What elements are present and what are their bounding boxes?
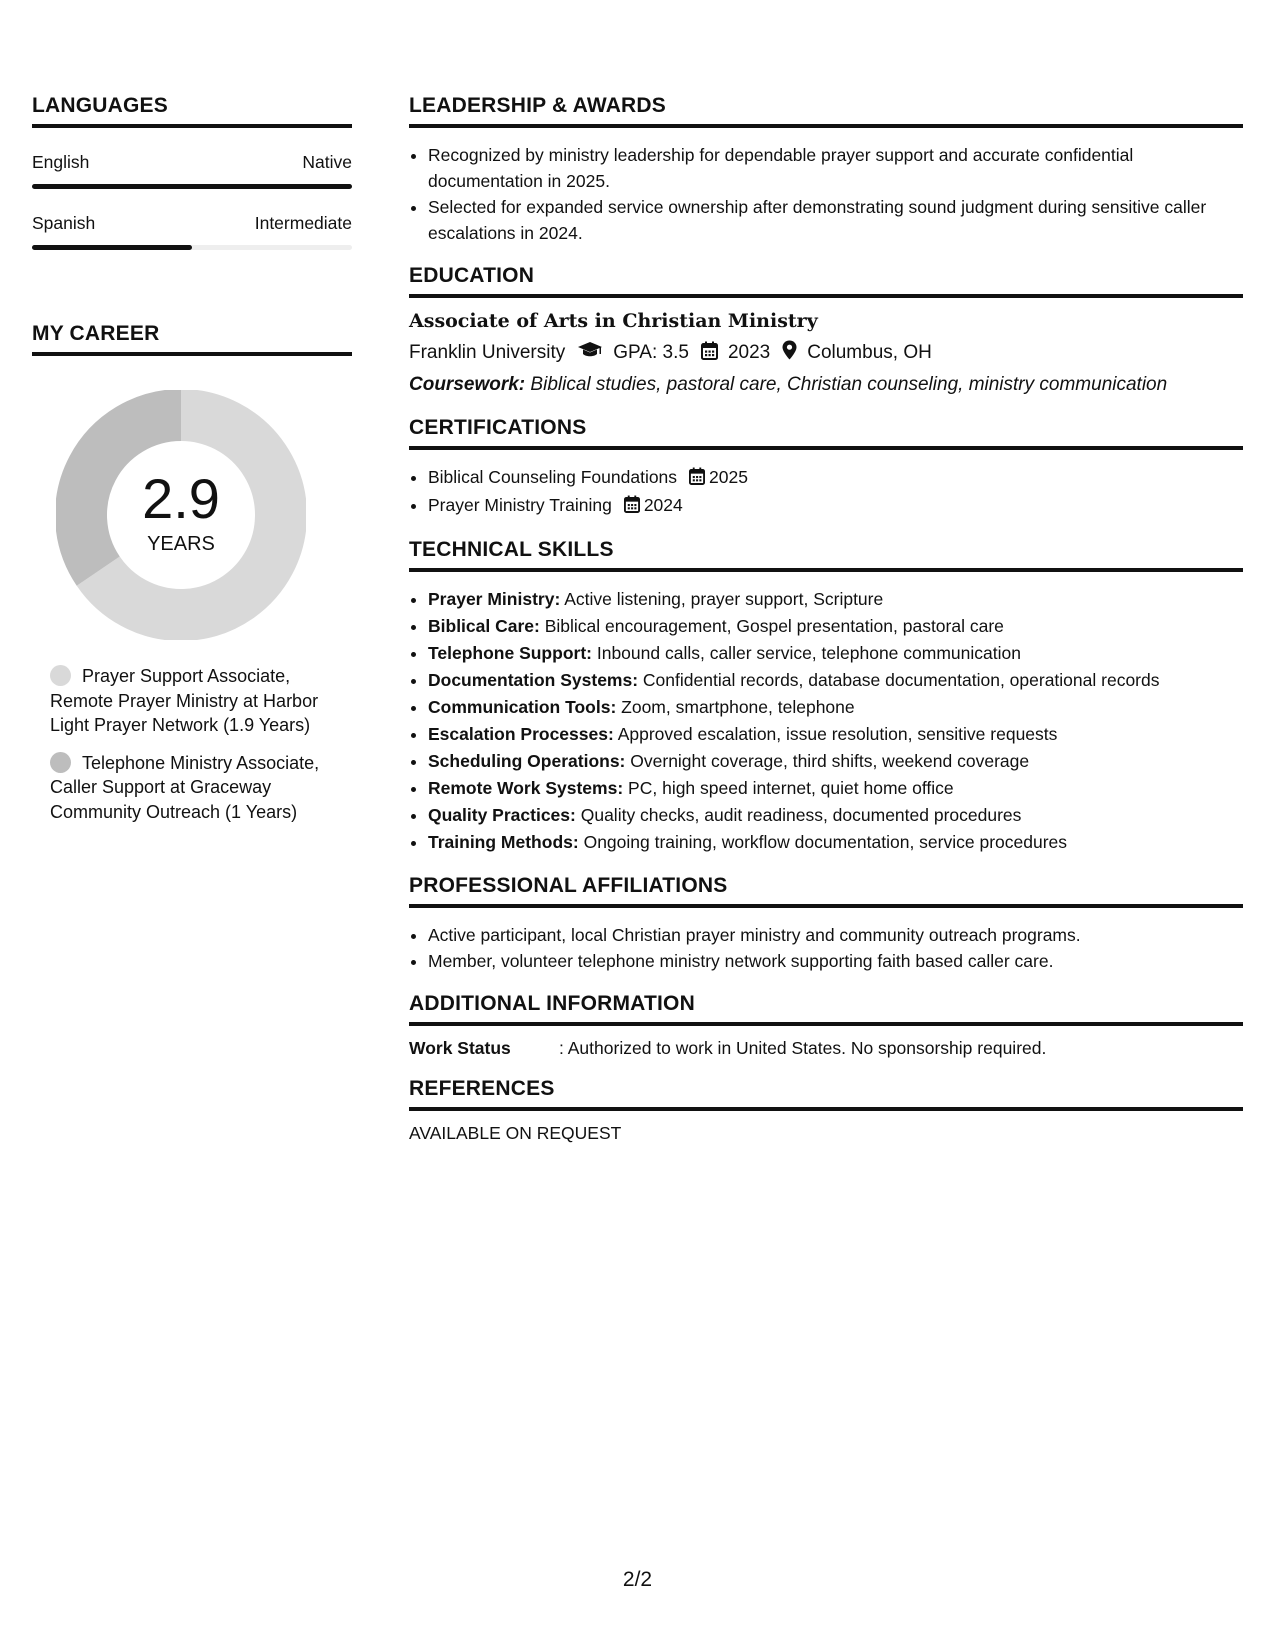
skill-value: Overnight coverage, third shifts, weekend coverage xyxy=(630,751,1030,771)
language-proficiency-bar xyxy=(32,245,352,250)
certifications-heading: CERTIFICATIONS xyxy=(409,416,1243,450)
skill-item xyxy=(428,667,1243,694)
skill-value: Zoom, smartphone, telephone xyxy=(621,697,855,717)
skill-value: PC, high speed internet, quiet home office xyxy=(628,778,954,798)
career-legend xyxy=(50,664,340,824)
leadership-section xyxy=(409,94,1243,246)
skill-item xyxy=(428,586,1243,613)
career-legend-label: Prayer Support Associate, Remote Prayer Ministry at Harbor Light Prayer Network (1.9 Years) xyxy=(50,666,319,735)
additional-heading: ADDITIONAL INFORMATION xyxy=(409,992,1243,1026)
career-donut-center xyxy=(56,390,306,640)
education-location: Columbus, OH xyxy=(807,342,932,363)
skill-value: Inbound calls, caller service, telephone communication xyxy=(596,643,1021,663)
leadership-item: • Recognized by ministry leadership for dependable prayer support and accurate confidential documentation in 2025. xyxy=(428,142,1243,194)
skill-item xyxy=(428,829,1243,856)
legend-dot-icon xyxy=(50,665,71,686)
career-heading: MY CAREER xyxy=(32,322,352,356)
languages-heading: LANGUAGES xyxy=(32,94,352,128)
calendar-icon xyxy=(689,466,705,492)
location-pin-icon xyxy=(782,340,797,366)
certification-item xyxy=(428,492,1243,520)
references-heading: REFERENCES xyxy=(409,1077,1243,1111)
education-year: 2023 xyxy=(727,342,771,363)
skill-label: Telephone Support: xyxy=(428,643,592,663)
skill-value: Biblical encouragement, Gospel presentation, pastoral care xyxy=(544,616,1004,636)
right-column xyxy=(409,94,1243,1160)
certifications-section xyxy=(409,416,1243,520)
coursework-label: Coursework: xyxy=(409,374,526,395)
left-column xyxy=(32,94,352,837)
skill-label: Biblical Care: xyxy=(428,616,540,636)
education-coursework xyxy=(409,374,1243,396)
skill-item xyxy=(428,775,1243,802)
work-status-row xyxy=(409,1038,1243,1059)
leadership-item: • Selected for expanded service ownership after demonstrating sound judgment during sensitive caller escalations in 2024. xyxy=(428,194,1243,246)
skill-value: Confidential records, database documentation, operational records xyxy=(642,670,1160,690)
skill-label: Prayer Ministry: xyxy=(428,589,561,609)
leadership-heading: LEADERSHIP & AWARDS xyxy=(409,94,1243,128)
certification-year: 2025 xyxy=(709,467,748,487)
certification-name: Prayer Ministry Training xyxy=(428,495,612,515)
skill-label: Training Methods: xyxy=(428,832,579,852)
coursework-text: Biblical studies, pastoral care, Christian counseling, ministry communication xyxy=(530,374,1168,395)
career-donut-chart xyxy=(56,390,306,640)
career-total-unit: YEARS xyxy=(147,532,215,555)
graduation-cap-icon xyxy=(577,341,603,365)
affiliation-item: • Member, volunteer telephone ministry network supporting faith based caller care. xyxy=(428,948,1243,974)
language-proficiency-fill xyxy=(32,245,192,250)
language-proficiency-fill xyxy=(32,184,352,189)
page-number: 2/2 xyxy=(622,1568,653,1591)
skill-value: Active listening, prayer support, Scripture xyxy=(564,589,884,609)
skill-item xyxy=(428,640,1243,667)
skill-item xyxy=(428,721,1243,748)
skill-label: Communication Tools: xyxy=(428,697,617,717)
education-section xyxy=(409,264,1243,396)
career-legend-label: Telephone Ministry Associate, Caller Support at Graceway Community Outreach (1 Years) xyxy=(50,752,320,822)
legend-dot-icon xyxy=(50,752,71,773)
language-name: English xyxy=(32,152,90,172)
skill-item xyxy=(428,694,1243,721)
skill-item xyxy=(428,613,1243,640)
calendar-icon xyxy=(624,494,640,520)
calendar-icon xyxy=(701,341,718,366)
skill-item xyxy=(428,748,1243,775)
language-level: Native xyxy=(302,152,352,172)
references-text: AVAILABLE ON REQUEST xyxy=(409,1123,622,1143)
career-total-value: 2.9 xyxy=(142,466,220,530)
references-section xyxy=(409,1077,1243,1144)
career-legend-item xyxy=(50,664,340,738)
education-school: Franklin University xyxy=(409,342,566,363)
certification-item xyxy=(428,464,1243,492)
skills-heading: TECHNICAL SKILLS xyxy=(409,538,1243,572)
education-degree: Associate of Arts in Christian Ministry xyxy=(409,310,818,332)
skill-value: Quality checks, audit readiness, documented procedures xyxy=(580,805,1022,825)
skills-section xyxy=(409,538,1243,856)
work-status-value: : Authorized to work in United States. No sponsorship required. xyxy=(559,1038,1047,1058)
career-legend-item xyxy=(50,751,340,825)
certification-year: 2024 xyxy=(643,495,683,515)
skill-value: Ongoing training, workflow documentation, service procedures xyxy=(583,832,1068,852)
additional-section xyxy=(409,992,1243,1059)
education-heading: EDUCATION xyxy=(409,264,1243,298)
language-item xyxy=(32,213,352,250)
affiliations-heading: PROFESSIONAL AFFILIATIONS xyxy=(409,874,1243,908)
skill-item xyxy=(428,802,1243,829)
language-level: Intermediate xyxy=(254,213,352,233)
education-meta xyxy=(409,340,1243,366)
work-status-label: Work Status xyxy=(409,1038,511,1058)
skills-list xyxy=(409,586,1243,856)
certification-name: Biblical Counseling Foundations xyxy=(428,467,678,487)
skill-label: Scheduling Operations: xyxy=(428,751,626,771)
skill-value: Approved escalation, issue resolution, sensitive requests xyxy=(617,724,1058,744)
education-gpa: GPA: 3.5 xyxy=(613,342,689,363)
language-name: Spanish xyxy=(32,213,96,233)
affiliation-item: • Active participant, local Christian prayer ministry and community outreach programs. xyxy=(428,922,1243,948)
skill-label: Documentation Systems: xyxy=(428,670,639,690)
skill-label: Escalation Processes: xyxy=(428,724,614,744)
skill-label: Quality Practices: xyxy=(428,805,576,825)
skill-label: Remote Work Systems: xyxy=(428,778,624,798)
language-item xyxy=(32,152,352,189)
language-proficiency-bar xyxy=(32,184,352,189)
affiliations-section xyxy=(409,874,1243,974)
